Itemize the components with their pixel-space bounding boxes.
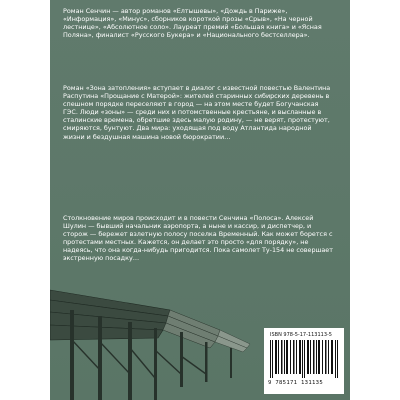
barcode-icon [269, 340, 339, 378]
book-back-cover [50, 0, 350, 400]
novella-description-paragraph [63, 214, 333, 263]
barcode-digits: 9 785171 131135 [268, 380, 324, 386]
author-bio-paragraph [63, 7, 333, 39]
wooden-pier-illustration [50, 270, 260, 400]
novella-description-text: Столкновение миров происходит и в повести Сенчина «Полоса». Алексей Шулин — бывший начальник аэропорта, а ныне и кассир, и диспетчер, и сторож — бережет взлетную полосу поселка Временный. Как может борется с протестами местных. Кажется, он делает это просто «для порядку», не надеясь, что она когда-нибудь пригодится. Пока самолет Ту-154 не совершает экстренную посадку… [63, 214, 333, 263]
novel-description-text: Роман «Зона затопления» вступает в диалог с известной повестью Валентина Распутина «Прощание с Матерой»: жителей старинных сибирских деревень в спешном порядке переселяют в город — на этом месте будет Богучанская ГЭС. Люди «зоны» — среди них и потомственные крестьяне, и высланные в сталинские времена, обретшие здесь малую родину, — не верят, протестуют, смиряются, бунтуют. Два мира: уходящая под воду Атлантида народной жизни и бездушная машина новой бюрократии… [63, 84, 331, 141]
barcode-label [264, 328, 344, 394]
author-bio-text: Роман Сенчин — автор романов «Елтышевы», «Дождь в Париже», «Информация», «Минус», сборников короткой прозы «Срыв», «На черной лестнице», «Абсолютное соло». Лауреат премий «Большая книга» и «Ясная Поляна», финалист «Русского Букера» и «Национального бестселлера». [63, 7, 322, 40]
novel-description-paragraph [63, 84, 333, 141]
isbn-number: ISBN 978-5-17-113113-5 [270, 332, 332, 338]
